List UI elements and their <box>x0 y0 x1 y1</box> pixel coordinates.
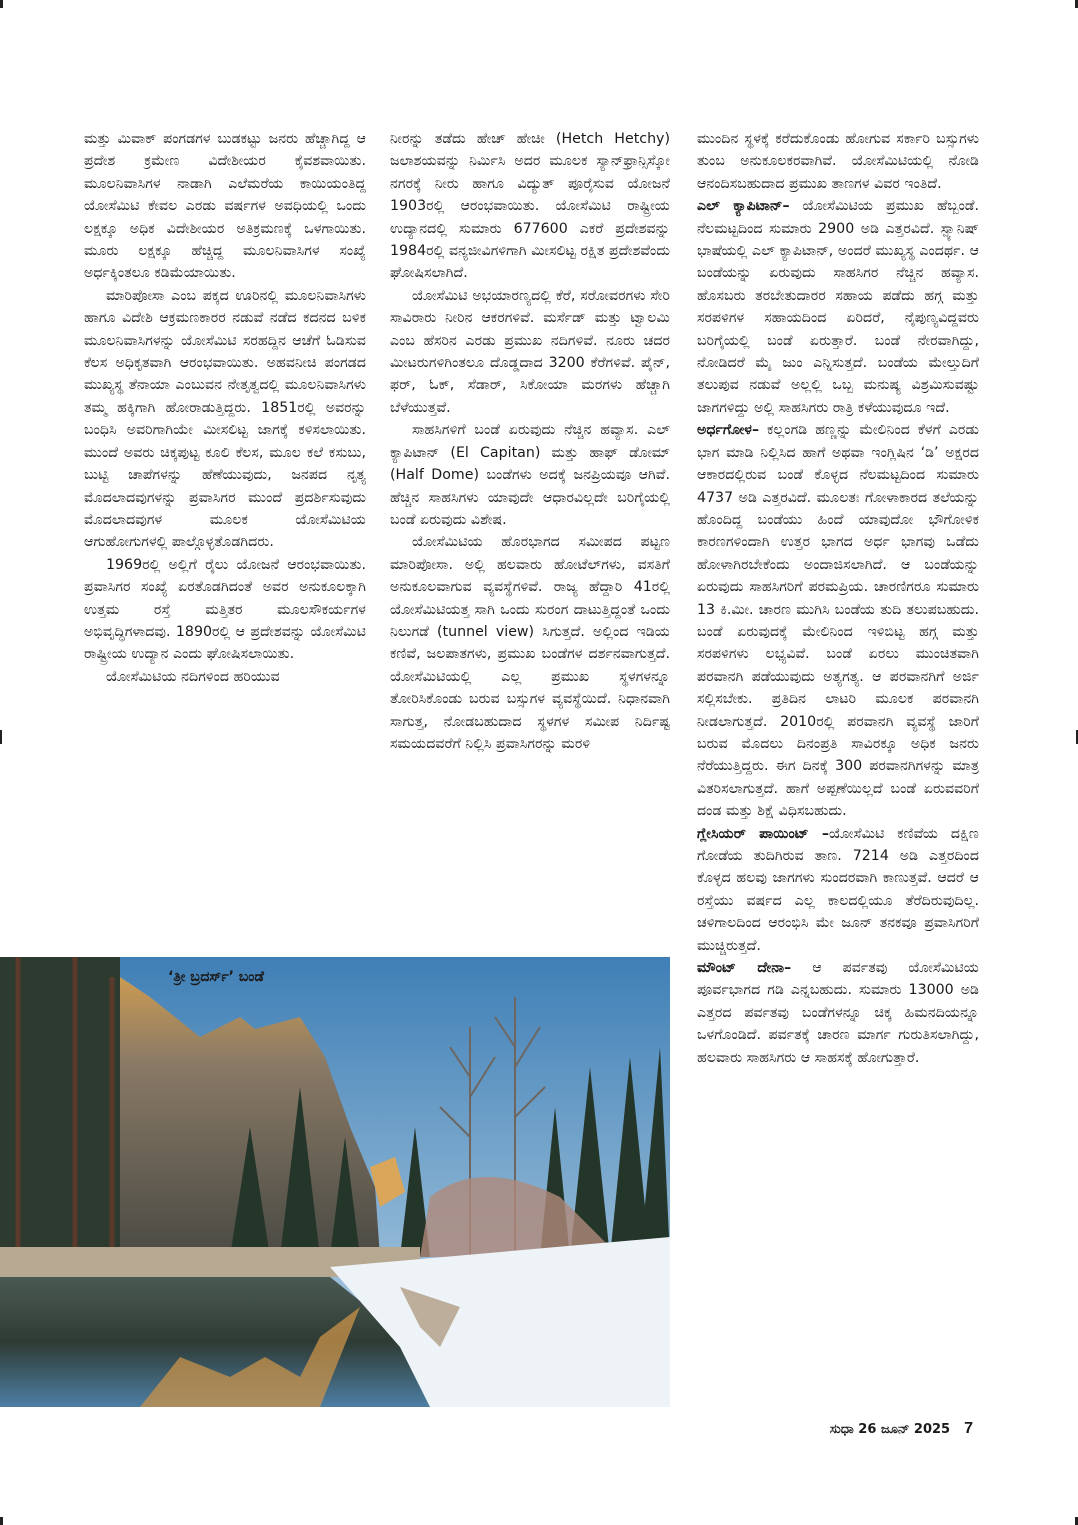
paragraph: ಮತ್ತು ಮಿವಾಕ್ ಪಂಗಡಗಳ ಬುಡಕಟ್ಟು ಜನರು ಹೆಚ್ಚಾಗಿದ್ದ ಆ ಪ್ರದೇಶ ಕ್ರಮೇಣ ವಿದೇಶೀಯರ ಕೈವಶವಾಯಿತು. ಮೂಲನಿವಾಸಿಗಳ ನಾಡಾಗಿ ಎಲೆಮರೆಯ ಕಾಯಿಯಂತಿದ್ದ ಯೋಸೆಮಿಟಿ ಕೇವಲ ಎರಡು ವರ್ಷಗಳ ಅವಧಿಯಲ್ಲಿ ಒಂದು ಲಕ್ಷಕ್ಕೂ ಅಧಿಕ ವಿದೇಶೀಯರ ಅತಿಕ್ರಮಣಕ್ಕೆ ಒಳಗಾಯಿತು. ಮೂರು ಲಕ್ಷಕ್ಕೂ ಹೆಚ್ಚಿದ್ದ ಮೂಲನಿವಾಸಿಗಳ ಸಂಖ್ಯೆ ಅರ್ಧಕ್ಕಿಂತಲೂ ಕಡಿಮೆಯಾಯಿತು. <box>84 131 366 282</box>
paragraph-text: ಕಲ್ಲಂಗಡಿ ಹಣ್ಣನ್ನು ಮೇಲಿನಿಂದ ಕೆಳಗೆ ಎರಡು ಭಾಗ ಮಾಡಿ ನಿಲ್ಲಿಸಿದ ಹಾಗೆ ಅಥವಾ ಇಂಗ್ಲಿಷಿನ ‘ಡಿ’ ಅಕ್ಷರದ ಆಕಾರದಲ್ಲಿರುವ ಬಂಡೆ ಕೊಳ್ಳದ ನೆಲಮಟ್ಟದಿಂದ ಸುಮಾರು 4737 ಅಡಿ ಎತ್ತರವಿದೆ. ಮೂಲತಃ ಗೋಳಾಕಾರದ ತಲೆಯನ್ನು ಹೊಂದಿದ್ದ ಬಂಡೆಯು ಹಿಂದೆ ಯಾವುದೋ ಭೌಗೋಳಿಕ ಕಾರಣಗಳಿಂದಾಗಿ ಉತ್ತರ ಭಾಗದ ಅರ್ಧ ಭಾಗವು ಒಡೆದು ಹೋಳಾಗಿರಬೇಕೆಂದು ಅಂದಾಜಿಸಲಾಗಿದೆ. ಆ ಬಂಡೆಯನ್ನು ಏರುವುದು ಸಾಹಸಿಗರಿಗೆ ಪರಮಪ್ರಿಯ. ಚಾರಣಿಗರೂ ಸುಮಾರು 13 ಕಿ.ಮೀ. ಚಾರಣ ಮುಗಿಸಿ ಬಂಡೆಯ ತುದಿ ತಲುಪಬಹುದು. ಬಂಡೆ ಏರುವುದಕ್ಕೆ ಮೇಲಿನಿಂದ ಇಳಿಬಿಟ್ಟ ಹಗ್ಗ ಮತ್ತು ಸರಪಳಿಗಳು ಲಭ್ಯವಿವೆ. ಬಂಡೆ ಏರಲು ಮುಂಚಿತವಾಗಿ ಪರವಾನಗಿ ಪಡೆಯುವುದು ಅತ್ಯಗತ್ಯ. ಆ ಪರವಾನಗಿಗೆ ಅರ್ಜಿ ಸಲ್ಲಿಸಬೇಕು. ಪ್ರತಿದಿನ ಲಾಟರಿ ಮೂಲಕ ಪರವಾನಗಿ ನೀಡಲಾಗುತ್ತದೆ. 2010ರಲ್ಲಿ ಪರವಾನಗಿ ವ್ಯವಸ್ಥೆ ಜಾರಿಗೆ ಬರುವ ಮೊದಲು ದಿನಂಪ್ರತಿ ಸಾವಿರಕ್ಕೂ ಅಧಿಕ ಜನರು ನೆರೆಯುತ್ತಿದ್ದರು. ಈಗ ದಿನಕ್ಕೆ 300 ಪರವಾನಗಿಗಳನ್ನು ಮಾತ್ರ ವಿತರಿಸಲಾಗುತ್ತದೆ. ಹಾಗೆ ಅಪ್ಪಣೆಯಿಲ್ಲದೆ ಬಂಡೆ ಏರುವವರಿಗೆ ದಂಡ ಮತ್ತು ಶಿಕ್ಷೆ ವಿಧಿಸಬಹುದು. <box>697 422 979 820</box>
paragraph-el-capitan <box>697 195 979 419</box>
paragraph: ಸಾಹಸಿಗಳಿಗೆ ಬಂಡೆ ಏರುವುದು ನೆಚ್ಚಿನ ಹವ್ಯಾಸ. ಎಲ್ ಕ್ಯಾಪಿಟಾನ್ (El Capitan) ಮತ್ತು ಹಾಫ್ ಡೋಮ್ (Half Dome) ಬಂಡೆಗಳು ಅದಕ್ಕೆ ಜನಪ್ರಿಯವೂ ಆಗಿವೆ. ಹೆಚ್ಚಿನ ಸಾಹಸಿಗಳು ಯಾವುದೇ ಆಧಾರವಿಲ್ಲದೇ ಬರಿಗೈಯಲ್ಲಿ ಬಂಡೆ ಏರುವುದು ವಿಶೇಷ. <box>390 422 670 528</box>
publication-date: ಸುಧಾ 26 ಜೂನ್ 2025 <box>829 1422 951 1437</box>
paragraph <box>697 128 979 195</box>
page-number: 7 <box>964 1420 973 1437</box>
section-lead: ಮೌಂಟ್ ದೇನಾ– <box>697 960 792 977</box>
photo-three-brothers <box>0 957 670 1407</box>
page-footer <box>830 1420 973 1438</box>
paragraph: 1969ರಲ್ಲಿ ಅಲ್ಲಿಗೆ ರೈಲು ಯೋಜನೆ ಆರಂಭವಾಯಿತು. ಪ್ರವಾಸಿಗರ ಸಂಖ್ಯೆ ಏರತೊಡಗಿದಂತೆ ಅವರ ಅನುಕೂಲಕ್ಕಾಗಿ ಉತ್ತಮ ರಸ್ತೆ ಮತ್ತಿತರ ಮೂಲಸೌಕರ್ಯಗಳ ಅಭಿವೃದ್ಧಿಗಳಾದವು. 1890ರಲ್ಲಿ ಆ ಪ್ರದೇಶವನ್ನು ಯೋಸೆಮಿಟಿ ರಾಷ್ಟ್ರೀಯ ಉದ್ಯಾನ ಎಂದು ಘೋಷಿಸಲಾಯಿತು. <box>84 556 366 663</box>
photo-caption: ‘ತ್ರೀ ಬ್ರದರ್ಸ್’ ಬಂಡೆ <box>168 969 264 985</box>
crop-mark-bottom-left <box>0 1517 3 1525</box>
paragraph: ಯೋಸೆಮಿಟಿಯ ಹೊರಭಾಗದ ಸಮೀಪದ ಪಟ್ಟಣ ಮಾರಿಪೋಸಾ. ಅಲ್ಲಿ ಹಲವಾರು ಹೋಟೆಲ್‌ಗಳು, ವಸತಿಗೆ ಅನುಕೂಲವಾಗುವ ವ್ಯವಸ್ಥೆಗಳಿವೆ. ರಾಜ್ಯ ಹೆದ್ದಾರಿ 41ರಲ್ಲಿ ಯೋಸೆಮಿಟಿಯತ್ತ ಸಾಗಿ ಒಂದು ಸುರಂಗ ದಾಟುತ್ತಿದ್ದಂತೆ ಒಂದು ನಿಲುಗಡೆ (tunnel view) ಸಿಗುತ್ತದೆ. ಅಲ್ಲಿಂದ ಇಡಿಯ ಕಣಿವೆ, ಜಲಪಾತಗಳು, ಪ್ರಮುಖ ಬಂಡೆಗಳ ದರ್ಶನವಾಗುತ್ತದೆ. ಯೋಸೆಮಿಟಿಯಲ್ಲಿ ಎಲ್ಲ ಪ್ರಮುಖ ಸ್ಥಳಗಳನ್ನೂ ತೋರಿಸಿಕೊಂಡು ಬರುವ ಬಸ್ಸುಗಳ ವ್ಯವಸ್ಥೆಯಿದೆ. ನಿಧಾನವಾಗಿ ಸಾಗುತ್ತ, ನೋಡಬಹುದಾದ ಸ್ಥಳಗಳ ಸಮೀಪ ನಿರ್ದಿಷ್ಟ ಸಮಯದವರೆಗೆ ನಿಲ್ಲಿಸಿ ಪ್ರವಾಸಿಗರನ್ನು ಮರಳಿ <box>390 534 670 752</box>
crop-mark-top-left <box>0 0 3 8</box>
section-lead: ಗ್ಲೇಸಿಯರ್ ಪಾಯಿಂಟ್ – <box>697 825 829 842</box>
paragraph-half-dome <box>697 419 979 822</box>
paragraph-text: ಯೋಸೆಮಿಟಿ ಕಣಿವೆಯ ದಕ್ಷಿಣ ಗೋಡೆಯ ತುದಿಗಿರುವ ತಾಣ. 7214 ಅಡಿ ಎತ್ತರದಿಂದ ಕೊಳ್ಳದ ಹಲವು ಜಾಗಗಳು ಸುಂದರವಾಗಿ ಕಾಣುತ್ತವೆ. ಆದರೆ ಆ ರಸ್ತೆಯು ವರ್ಷದ ಎಲ್ಲ ಕಾಲದಲ್ಲಿಯೂ ತೆರೆದಿರುವುದಿಲ್ಲ. ಚಳಿಗಾಲದಿಂದ ಆರಂಭಿಸಿ ಮೇ ಜೂನ್ ತನಕವೂ ಪ್ರವಾಸಿಗರಿಗೆ ಮುಚ್ಚಿರುತ್ತದೆ. <box>697 825 979 954</box>
paragraph-text: ಯೋಸೆಮಿಟಿಯ ಪ್ರಮುಖ ಹೆಬ್ಬಂಡೆ. ನೆಲಮಟ್ಟದಿಂದ ಸುಮಾರು 2900 ಅಡಿ ಎತ್ತರವಿದೆ. ಸ್ಪ್ಯಾನಿಷ್ ಭಾಷೆಯಲ್ಲಿ ಎಲ್ ಕ್ಯಾಪಿಟಾನ್, ಅಂದರೆ ಮುಖ್ಯಸ್ಥ ಎಂದರ್ಥ. ಆ ಬಂಡೆಯನ್ನು ಏರುವುದು ಸಾಹಸಿಗರ ನೆಚ್ಚಿನ ಹವ್ಯಾಸ. ಹೊಸಬರು ತರಬೇತುದಾರರ ಸಹಾಯ ಪಡೆದು ಹಗ್ಗ ಮತ್ತು ಸರಪಳಿಗಳ ಸಹಾಯದಿಂದ ಏರಿದರೆ, ನೈಪುಣ್ಯವಿದ್ದವರು ಬರಿಗೈಯಲ್ಲಿ ಬಂಡೆ ಏರುತ್ತಾರೆ. ಬಂಡೆ ನೇರವಾಗಿದ್ದು, ನೋಡಿದರೆ ಮೈ ಜುಂ ಎನ್ನಿಸುತ್ತದೆ. ಬಂಡೆಯ ಮೇಲ್ತುದಿಗೆ ತಲುಪುವ ನಡುವೆ ಅಲ್ಲಲ್ಲಿ ಒಬ್ಬ ಮನುಷ್ಯ ವಿಶ್ರಮಿಸುವಷ್ಟು ಜಾಗಗಳಿದ್ದು ಅಲ್ಲಿ ಸಾಹಸಿಗರು ರಾತ್ರಿ ಕಳೆಯುವುದೂ ಇದೆ. <box>697 198 979 416</box>
paragraph-text: ಆ ಪರ್ವತವು ಯೋಸೆಮಿಟಿಯ ಪೂರ್ವಭಾಗದ ಗಡಿ ಎನ್ನಬಹುದು. ಸುಮಾರು 13000 ಅಡಿ ಎತ್ತರದ ಪರ್ವತವು ಬಂಡೆಗಳನ್ನೂ ಚಿಕ್ಕ ಹಿಮನದಿಯನ್ನೂ ಒಳಗೊಂಡಿದೆ. ಪರ್ವತಕ್ಕೆ ಚಾರಣ ಮಾರ್ಗ ಗುರುತಿಸಲಾಗಿದ್ದು, ಹಲವಾರು ಸಾಹಸಿಗರು ಆ ಸಾಹಸಕ್ಕೆ ಹೋಗುತ್ತಾರೆ. <box>697 960 979 1066</box>
paragraph: ಯೋಸೆಮಿಟಿ ಅಭಯಾರಣ್ಯದಲ್ಲಿ ಕೆರೆ, ಸರೋವರಗಳು ಸೇರಿ ಸಾವಿರಾರು ನೀರಿನ ಆಕರಗಳಿವೆ. ಮರ್ಸೆಡ್ ಮತ್ತು ಟ್ವಾಲಮಿ ಎಂಬ ಹೆಸರಿನ ಎರಡು ಪ್ರಮುಖ ನದಿಗಳಿವೆ. ನೂರು ಚದರ ಮೀಟರುಗಳಿಗಿಂತಲೂ ದೊಡ್ಡದಾದ 3200 ಕೆರೆಗಳಿವೆ. ಪೈನ್, ಫರ್, ಓಕ್, ಸೆಡಾರ್, ಸಿಕೋಯಾ ಮರಗಳು ಹೆಚ್ಚಾಗಿ ಬೆಳೆಯುತ್ತವೆ. <box>390 287 670 416</box>
paragraph-text: ಮುಂದಿನ ಸ್ಥಳಕ್ಕೆ ಕರೆದುಕೊಂಡು ಹೋಗುವ ಸರ್ಕಾರಿ ಬಸ್ಸುಗಳು ತುಂಬ ಅನುಕೂಲಕರವಾಗಿವೆ. ಯೋಸೆಮಿಟಿಯಲ್ಲಿ ನೋಡಿ ಆನಂದಿಸಬಹುದಾದ ಪ್ರಮುಖ ತಾಣಗಳ ವಿವರ ಇಂತಿದೆ. <box>697 131 979 192</box>
section-lead: ಎಲ್ ಕ್ಯಾಪಿಟಾನ್– <box>697 198 790 215</box>
paragraph: ನೀರನ್ನು ತಡೆದು ಹೇಚ್ ಹೇಚೀ (Hetch Hetchy) ಜಲಾಶಯವನ್ನು ನಿರ್ಮಿಸಿ ಅದರ ಮೂಲಕ ಸ್ಯಾನ್‌ಫ್ರಾನ್ಸಿಸ್ಕೋ ನಗರಕ್ಕೆ ನೀರು ಹಾಗೂ ವಿದ್ಯುತ್ ಪೂರೈಸುವ ಯೋಜನೆ 1903ರಲ್ಲಿ ಆರಂಭವಾಯಿತು. ಯೋಸೆಮಿಟಿ ರಾಷ್ಟ್ರೀಯ ಉದ್ಯಾನದಲ್ಲಿ ಸುಮಾರು 677600 ಎಕರೆ ಪ್ರದೇಶವನ್ನು 1984ರಲ್ಲಿ ವನ್ಯಜೀವಿಗಳಿಗಾಗಿ ಮೀಸಲಿಟ್ಟ ರಕ್ಷಿತ ಪ್ರದೇಶವೆಂದು ಘೋಷಿಸಲಾಗಿದೆ. <box>390 131 670 282</box>
paragraph: ಮಾರಿಪೋಸಾ ಎಂಬ ಪಕ್ಕದ ಊರಿನಲ್ಲಿ ಮೂಲನಿವಾಸಿಗಳು ಹಾಗೂ ವಿದೇಶಿ ಆಕ್ರಮಣಕಾರರ ನಡುವೆ ನಡೆದ ಕದನದ ಬಳಿಕ ಮೂಲನಿವಾಸಿಗಳನ್ನು ಯೋಸೆಮಿಟಿ ಸರಹದ್ದಿನ ಆಚೆಗೆ ಓಡಿಸುವ ಕೆಲಸ ಅಧಿಕೃತವಾಗಿ ಆರಂಭವಾಯಿತು. ಅಹವನೀಚಿ ಪಂಗಡದ ಮುಖ್ಯಸ್ಥ ತೆನಾಯಾ ಎಂಬುವನ ನೇತೃತ್ವದಲ್ಲಿ ಮೂಲನಿವಾಸಿಗಳು ತಮ್ಮ ಹಕ್ಕಿಗಾಗಿ ಹೋರಾಡುತ್ತಿದ್ದರು. 1851ರಲ್ಲಿ ಅವರನ್ನು ಬಂಧಿಸಿ ಅವರಿಗಾಗಿಯೇ ಮೀಸಲಿಟ್ಟ ಜಾಗಕ್ಕೆ ಕಳಿಸಲಾಯಿತು. ಮುಂದೆ ಅವರು ಚಿಕ್ಕಪುಟ್ಟ ಕೂಲಿ ಕೆಲಸ, ಮೂಲ ಕಲೆ ಕಸುಬು, ಬುಟ್ಟಿ ಚಾಪೆಗಳನ್ನು ಹೆಣೆಯುವುದು, ಜನಪದ ನೃತ್ಯ ಮೊದಲಾದವುಗಳನ್ನು ಪ್ರವಾಸಿಗರ ಮುಂದೆ ಪ್ರದರ್ಶಿಸುವುದು ಮೊದಲಾದವುಗಳ ಮೂಲಕ ಯೋಸೆಮಿಟಿಯ ಆಗುಹೋಗುಗಳಲ್ಲಿ ಪಾಲ್ಗೊಳ್ಳತೊಡಗಿದರು. <box>84 287 366 551</box>
article-column-2 <box>390 128 670 755</box>
paragraph-glacier-point <box>697 823 979 957</box>
paragraph-mount-dana <box>697 957 979 1069</box>
section-lead: ಅರ್ಧಗೋಳ– <box>697 422 760 439</box>
crop-mark-left-mid <box>0 730 2 744</box>
article-column-1 <box>84 128 366 688</box>
article-column-3 <box>697 128 979 1069</box>
paragraph: ಯೋಸೆಮಿಟಿಯ ನದಿಗಳಿಂದ ಹರಿಯುವ <box>106 668 280 685</box>
